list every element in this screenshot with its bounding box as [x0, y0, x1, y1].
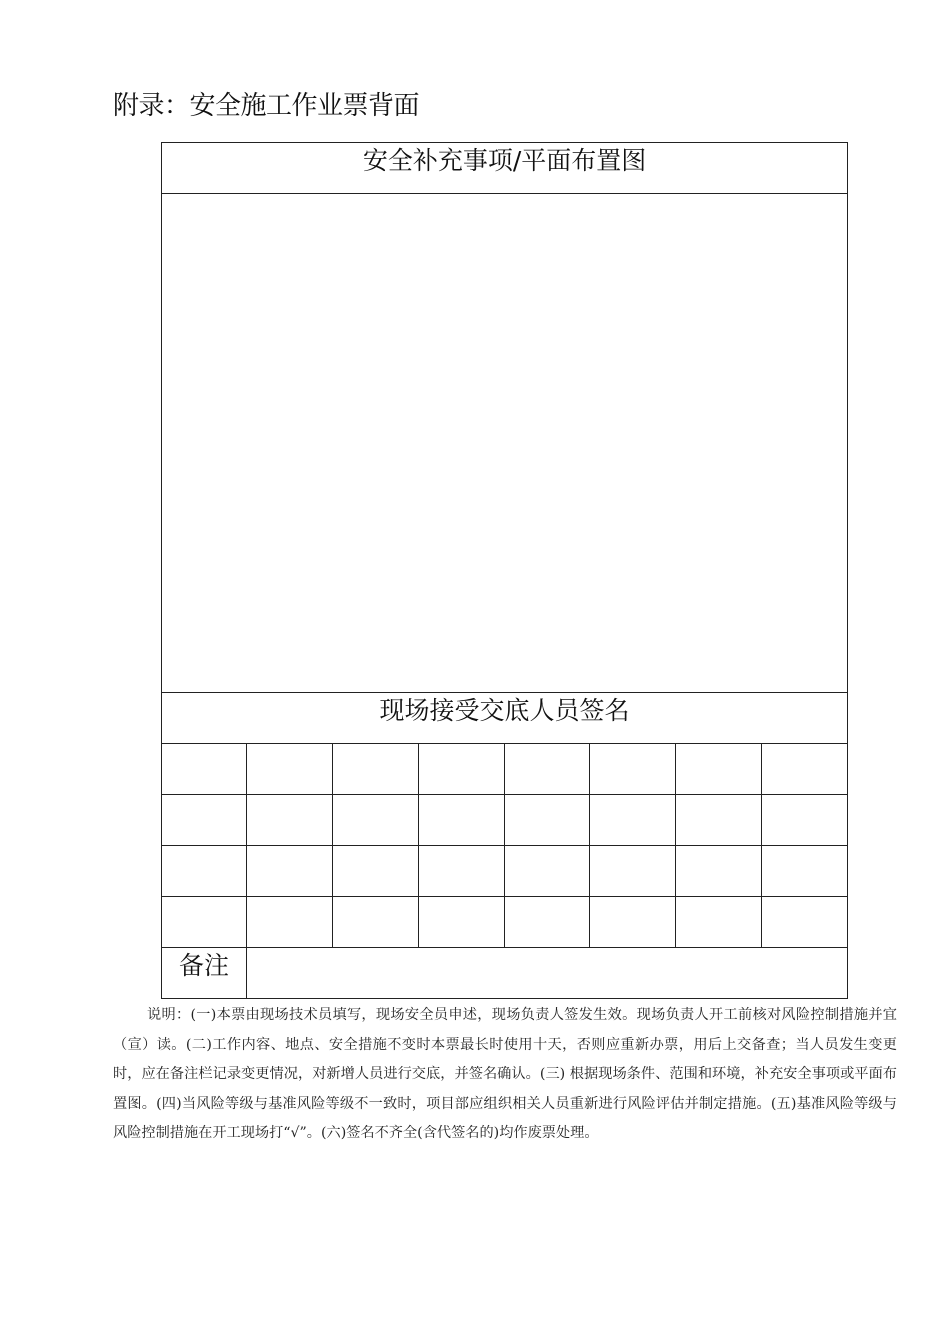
- signature-cell[interactable]: [247, 846, 333, 897]
- remark-label-cell: [162, 948, 247, 999]
- signature-cell[interactable]: [162, 897, 247, 948]
- instructions-paragraph: 说明：(一)本票由现场技术员填写，现场安全员申述，现场负责人签发生效。现场负责人开工前核对风险控制措施并宜（宣）读。(二)工作内容、地点、安全措施不变时本票最长时使用十天，否则应重新办票，用后上交备查；当人员发生变更时，应在备注栏记录变更情况，对新增人员进行交底，并签名确认。(三) 根据现场条件、范围和环境，补充安全事项或平面布置图。(四)当风险等级与基准风险等级不一致时，项目部应组织相关人员重新进行风险评估并制定措施。(五)基准风险等级与风险控制措施在开工现场打“√”。(六)签名不齐全(含代签名的)均作废票处理。: [113, 1007, 897, 1141]
- signature-row: [162, 744, 848, 795]
- drawing-area-row: [162, 194, 848, 693]
- signature-cell[interactable]: [419, 795, 505, 846]
- signature-cell[interactable]: [333, 897, 419, 948]
- signature-cell[interactable]: [505, 744, 590, 795]
- signature-title-row: [162, 693, 848, 744]
- signature-cell[interactable]: [162, 744, 247, 795]
- signature-cell[interactable]: [762, 795, 848, 846]
- signature-cell[interactable]: [247, 744, 333, 795]
- signature-cell[interactable]: [162, 846, 247, 897]
- signature-cell[interactable]: [247, 897, 333, 948]
- signature-cell[interactable]: [419, 897, 505, 948]
- signature-cell[interactable]: [676, 744, 762, 795]
- signature-cell[interactable]: [333, 744, 419, 795]
- signature-row: [162, 795, 848, 846]
- signature-title: 现场接受交底人员签名: [379, 696, 630, 725]
- signature-cell[interactable]: [590, 744, 676, 795]
- signature-cell[interactable]: [676, 897, 762, 948]
- remark-row: [162, 948, 848, 999]
- signature-cell[interactable]: [419, 846, 505, 897]
- layout-drawing-area[interactable]: [162, 194, 848, 693]
- supplementary-title-cell: [162, 143, 848, 194]
- signature-cell[interactable]: [590, 795, 676, 846]
- signature-cell[interactable]: [676, 846, 762, 897]
- remark-label: 备注: [178, 951, 229, 980]
- signature-cell[interactable]: [590, 846, 676, 897]
- signature-cell[interactable]: [247, 795, 333, 846]
- signature-cell[interactable]: [505, 795, 590, 846]
- signature-row: [162, 846, 848, 897]
- signature-title-cell: [162, 693, 848, 744]
- signature-row: [162, 897, 848, 948]
- signature-cell[interactable]: [419, 744, 505, 795]
- signature-cell[interactable]: [762, 744, 848, 795]
- signature-cell[interactable]: [590, 897, 676, 948]
- signature-cell[interactable]: [762, 846, 848, 897]
- signature-cell[interactable]: [333, 846, 419, 897]
- signature-cell[interactable]: [505, 846, 590, 897]
- work-ticket-back-table: [161, 142, 848, 999]
- remark-field[interactable]: [247, 948, 848, 999]
- signature-cell[interactable]: [762, 897, 848, 948]
- supplementary-title-row: [162, 143, 848, 194]
- signature-cell[interactable]: [162, 795, 247, 846]
- supplementary-title: 安全补充事项/平面布置图: [362, 146, 647, 175]
- signature-cell[interactable]: [333, 795, 419, 846]
- signature-cell[interactable]: [676, 795, 762, 846]
- page-heading: 附录：安全施工作业票背面: [113, 91, 420, 121]
- signature-cell[interactable]: [505, 897, 590, 948]
